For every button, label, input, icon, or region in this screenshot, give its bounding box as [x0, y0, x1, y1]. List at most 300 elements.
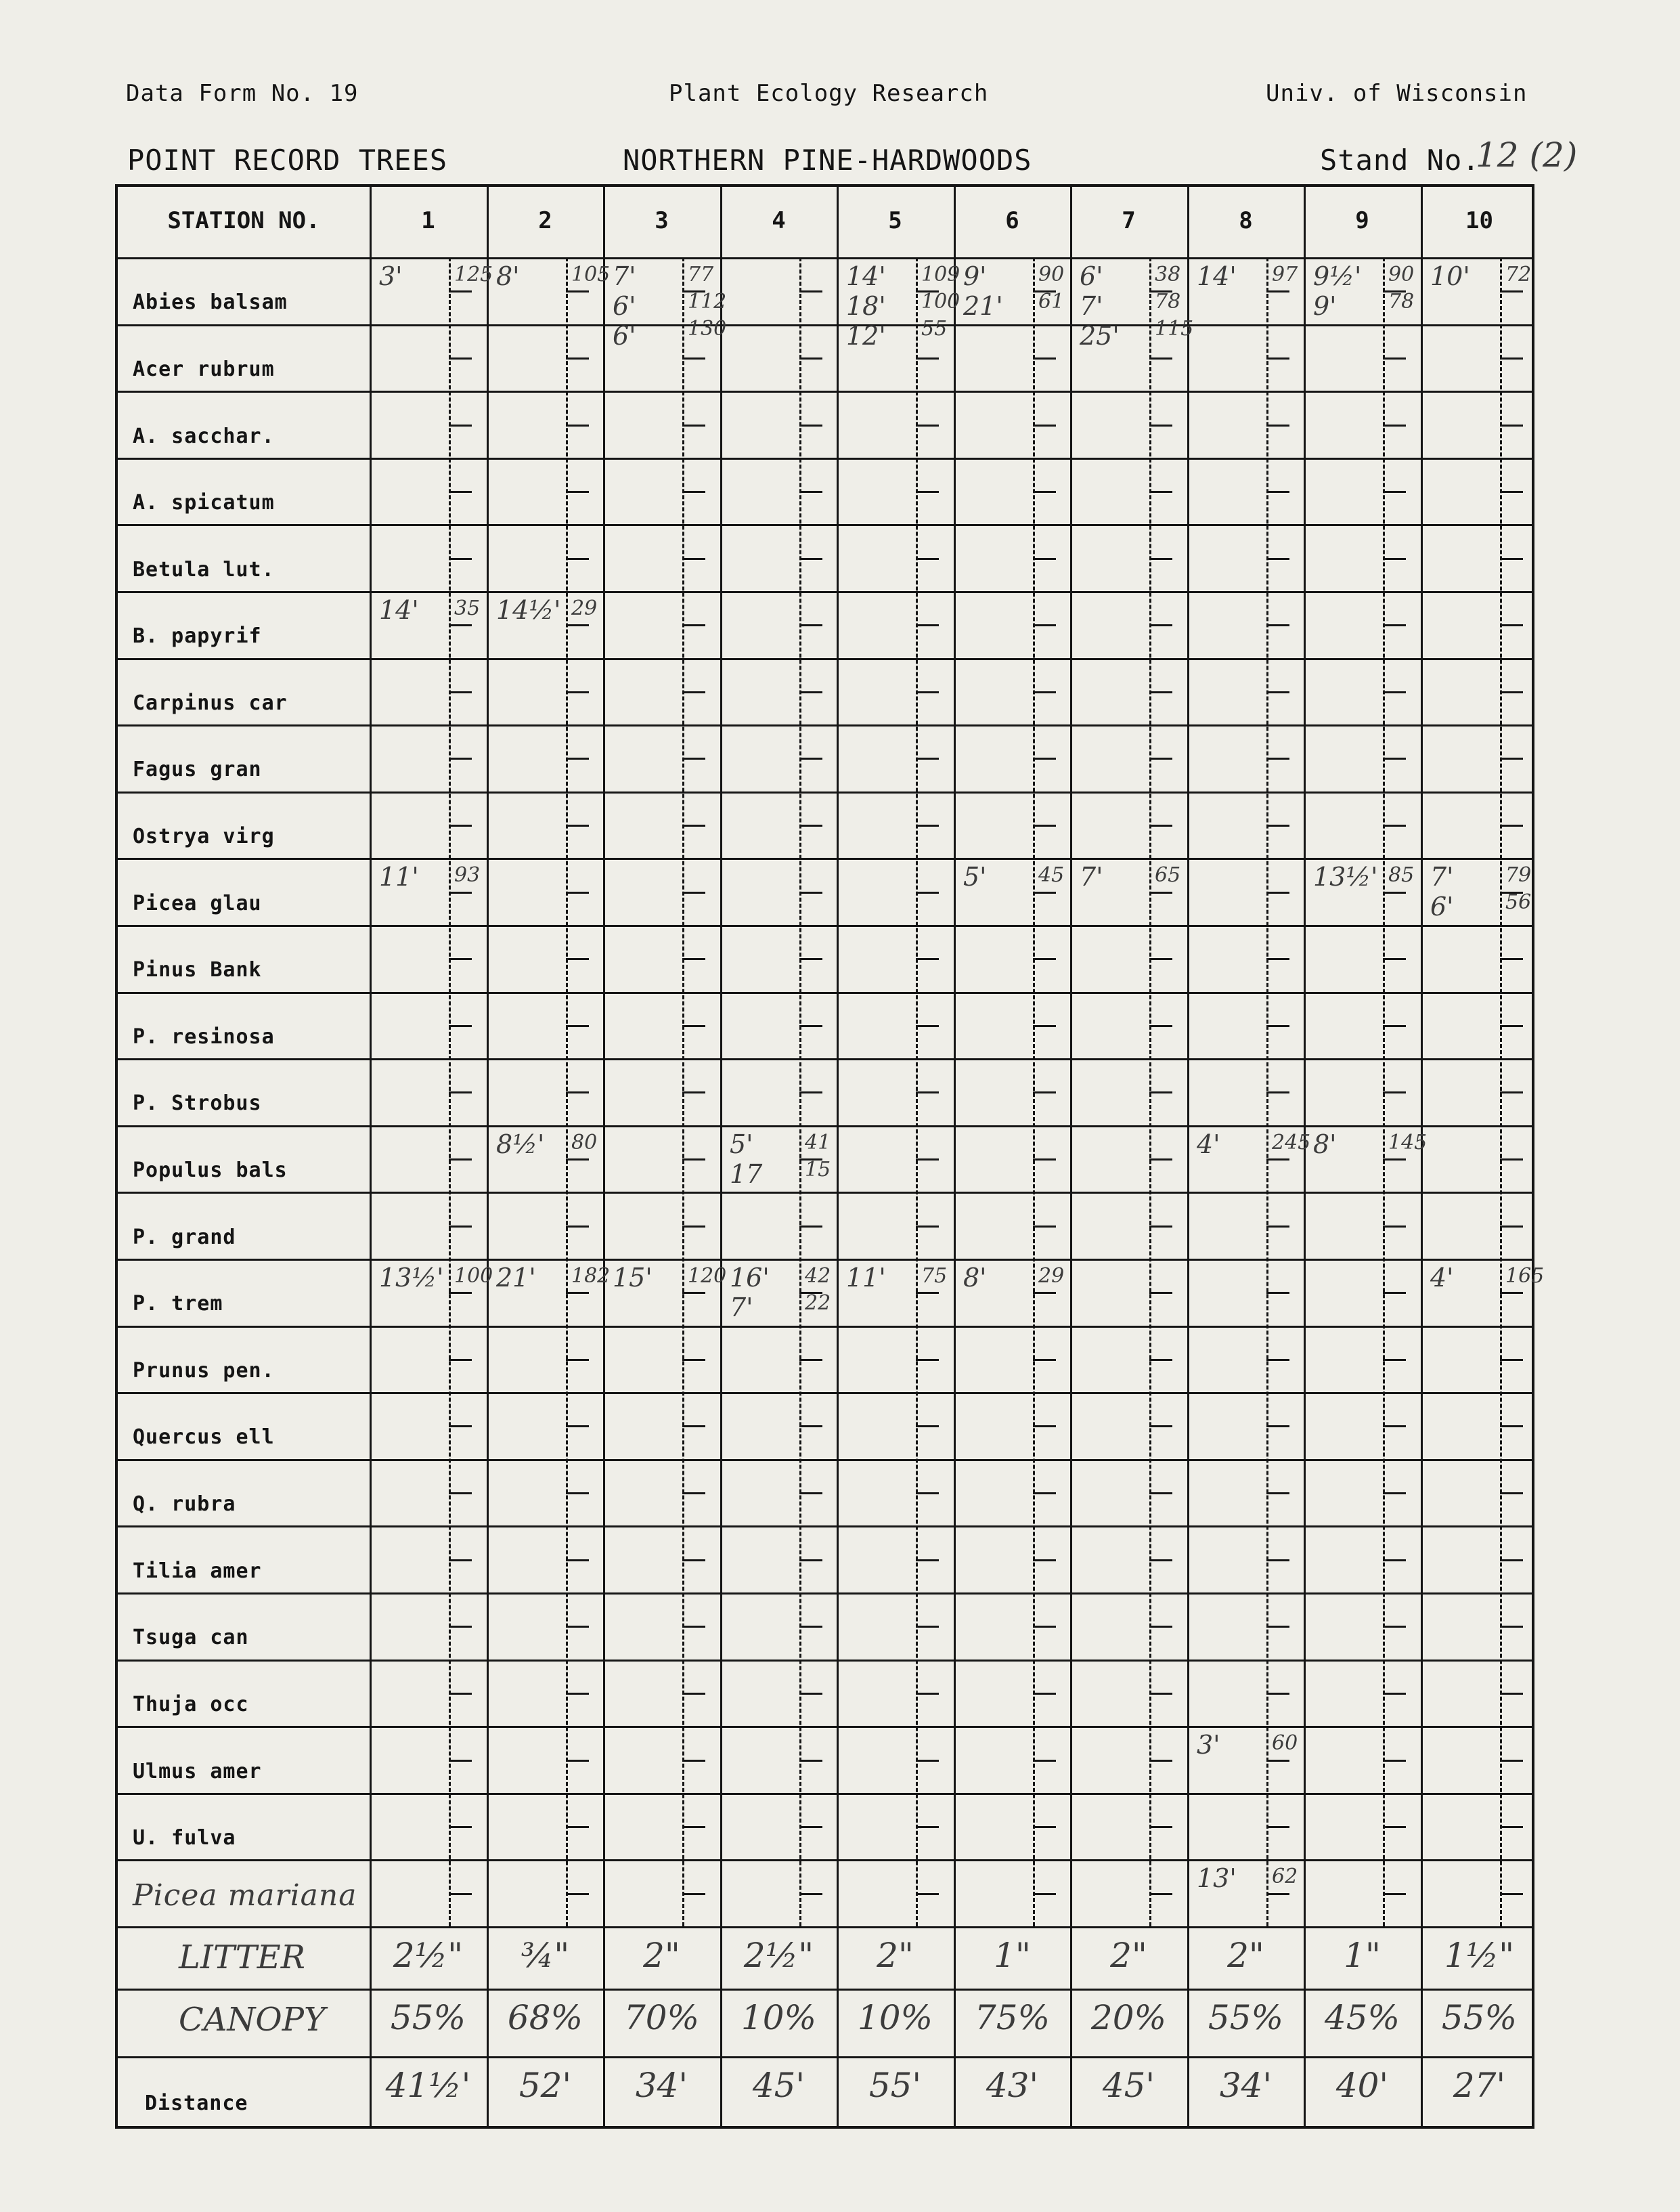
- row-tick-mark: [566, 1492, 589, 1494]
- row-tick-mark: [566, 357, 589, 360]
- row-tick-mark: [1149, 558, 1172, 560]
- row-tick-mark: [1149, 357, 1172, 360]
- row-tick-mark: [1500, 1359, 1523, 1361]
- row-tick-mark: [1033, 1760, 1056, 1762]
- row-tick-mark: [1149, 425, 1172, 427]
- row-tick-mark: [1500, 1626, 1523, 1628]
- row-tick-mark: [1500, 758, 1523, 760]
- column-divider: [837, 187, 839, 2126]
- entry-dbh: 38 78 115: [1155, 263, 1194, 341]
- entry-distance: 11': [379, 862, 419, 892]
- distance-value: 34': [1219, 2066, 1273, 2105]
- entry-dbh: 77 112 130: [688, 263, 727, 341]
- form-title: Plant Ecology Research: [669, 80, 989, 107]
- row-tick-mark: [799, 558, 822, 560]
- species-label: P. grand: [133, 1226, 236, 1249]
- column-divider: [1070, 187, 1072, 2126]
- row-tick-mark: [1266, 624, 1289, 626]
- row-divider: [118, 1989, 1532, 1991]
- row-tick-mark: [1149, 1226, 1172, 1228]
- row-tick-mark: [1500, 1826, 1523, 1828]
- column-divider: [954, 187, 956, 2126]
- row-tick-mark: [1266, 1025, 1289, 1027]
- row-tick-mark: [916, 1492, 939, 1494]
- row-tick-mark: [1033, 425, 1056, 427]
- row-tick-mark: [449, 1826, 472, 1828]
- row-tick-mark: [449, 1025, 472, 1027]
- entry-distance: 4': [1197, 1129, 1220, 1159]
- row-tick-mark: [916, 1226, 939, 1228]
- row-tick-mark: [566, 1626, 589, 1628]
- row-tick-mark: [682, 691, 705, 693]
- row-tick-mark: [566, 825, 589, 827]
- row-tick-mark: [449, 691, 472, 693]
- row-tick-mark: [1266, 1760, 1289, 1762]
- entry-distance: 7': [1080, 862, 1103, 892]
- litter-value: 1": [1344, 1936, 1381, 1975]
- row-tick-mark: [1033, 1226, 1056, 1228]
- species-label: Prunus pen.: [133, 1359, 275, 1383]
- row-tick-mark: [566, 558, 589, 560]
- litter-value: 2": [1110, 1936, 1147, 1975]
- row-tick-mark: [1266, 1359, 1289, 1361]
- row-tick-mark: [1383, 958, 1406, 960]
- row-divider: [118, 1459, 1532, 1461]
- row-tick-mark: [1383, 1760, 1406, 1762]
- entry-distance: 8': [496, 261, 520, 291]
- station-number: 8: [1239, 207, 1253, 234]
- row-tick-mark: [1033, 1158, 1056, 1161]
- entry-dbh: 75: [921, 1264, 948, 1288]
- row-tick-mark: [682, 892, 705, 894]
- row-tick-mark: [1500, 624, 1523, 626]
- row-tick-mark: [1500, 1559, 1523, 1561]
- entry-dbh: 35: [454, 597, 481, 620]
- station-number: 9: [1355, 207, 1369, 234]
- entry-dbh: 41 15: [805, 1131, 831, 1181]
- column-divider: [603, 187, 605, 2126]
- station-number: 10: [1465, 207, 1493, 234]
- row-tick-mark: [1266, 491, 1289, 493]
- row-tick-mark: [682, 425, 705, 427]
- entry-distance: 5': [963, 862, 987, 892]
- entry-dbh: 72: [1505, 263, 1532, 286]
- row-tick-mark: [916, 624, 939, 626]
- row-tick-mark: [1149, 1292, 1172, 1294]
- row-tick-mark: [1383, 558, 1406, 560]
- row-tick-mark: [1383, 491, 1406, 493]
- row-tick-mark: [1033, 825, 1056, 827]
- row-tick-mark: [916, 357, 939, 360]
- entry-distance: 14' 18' 12': [846, 261, 886, 351]
- row-tick-mark: [1033, 1826, 1056, 1828]
- species-label: A. sacchar.: [133, 425, 275, 448]
- row-tick-mark: [1266, 958, 1289, 960]
- row-tick-mark: [566, 1893, 589, 1895]
- litter-value: 2": [643, 1936, 680, 1975]
- species-label: B. papyrif: [133, 624, 262, 648]
- row-tick-mark: [682, 1559, 705, 1561]
- entry-distance: 9½' 9': [1313, 261, 1362, 321]
- row-tick-mark: [1149, 1693, 1172, 1695]
- distance-value: 55': [868, 2066, 922, 2105]
- species-label: Populus bals: [133, 1158, 288, 1182]
- row-tick-mark: [566, 1760, 589, 1762]
- row-tick-mark: [916, 825, 939, 827]
- forest-type: NORTHERN PINE-HARDWOODS: [623, 144, 1032, 177]
- row-divider: [118, 858, 1532, 860]
- entry-distance: 7' 6' 6': [613, 261, 636, 351]
- row-tick-mark: [1149, 958, 1172, 960]
- row-tick-mark: [916, 1158, 939, 1161]
- row-tick-mark: [1266, 1626, 1289, 1628]
- row-tick-mark: [449, 290, 472, 292]
- row-divider: [118, 1525, 1532, 1527]
- row-tick-mark: [1500, 825, 1523, 827]
- row-tick-mark: [916, 1826, 939, 1828]
- entry-dbh: 62: [1272, 1865, 1298, 1888]
- station-number: 5: [888, 207, 902, 234]
- distance-value: 45': [1102, 2066, 1155, 2105]
- row-tick-mark: [1149, 491, 1172, 493]
- row-divider: [118, 1793, 1532, 1795]
- row-tick-mark: [916, 958, 939, 960]
- row-tick-mark: [916, 491, 939, 493]
- row-tick-mark: [449, 1091, 472, 1093]
- row-tick-mark: [916, 1893, 939, 1895]
- row-tick-mark: [1500, 1425, 1523, 1427]
- row-tick-mark: [1033, 691, 1056, 693]
- entry-distance: 21': [496, 1263, 536, 1293]
- row-tick-mark: [1383, 1626, 1406, 1628]
- row-tick-mark: [566, 1826, 589, 1828]
- row-tick-mark: [1383, 1292, 1406, 1294]
- form-number: Data Form No. 19: [126, 80, 359, 107]
- row-divider: [118, 391, 1532, 393]
- row-tick-mark: [916, 1025, 939, 1027]
- row-divider: [118, 257, 1532, 259]
- row-tick-mark: [799, 892, 822, 894]
- canopy-value: 20%: [1090, 1998, 1167, 2037]
- row-divider: [118, 1726, 1532, 1728]
- row-tick-mark: [566, 691, 589, 693]
- row-tick-mark: [566, 892, 589, 894]
- species-label: A. spicatum: [133, 491, 275, 515]
- row-tick-mark: [449, 1158, 472, 1161]
- litter-value: 2½": [743, 1936, 814, 1975]
- row-tick-mark: [566, 1292, 589, 1294]
- entry-dbh: 90 78: [1388, 263, 1415, 313]
- row-tick-mark: [1266, 1492, 1289, 1494]
- row-tick-mark: [682, 1760, 705, 1762]
- row-tick-mark: [566, 624, 589, 626]
- row-tick-mark: [1149, 1091, 1172, 1093]
- row-tick-mark: [1033, 357, 1056, 360]
- distance-label: Distance: [145, 2091, 248, 2115]
- row-tick-mark: [799, 958, 822, 960]
- row-tick-mark: [449, 1559, 472, 1561]
- row-tick-mark: [1383, 1091, 1406, 1093]
- row-tick-mark: [682, 491, 705, 493]
- species-label: Abies balsam: [133, 290, 288, 314]
- entry-dbh: 90 61: [1038, 263, 1065, 313]
- stand-label: Stand No.: [1320, 144, 1480, 177]
- row-tick-mark: [1033, 1492, 1056, 1494]
- row-tick-mark: [1383, 1025, 1406, 1027]
- station-number: 7: [1122, 207, 1136, 234]
- row-divider: [118, 324, 1532, 326]
- row-tick-mark: [1033, 624, 1056, 626]
- row-tick-mark: [1500, 1760, 1523, 1762]
- litter-value: 2½": [393, 1936, 464, 1975]
- row-tick-mark: [799, 1359, 822, 1361]
- entry-dbh: 42 22: [805, 1264, 831, 1315]
- litter-value: 1": [994, 1936, 1031, 1975]
- species-label: P. resinosa: [133, 1025, 275, 1049]
- row-tick-mark: [1383, 1425, 1406, 1427]
- species-label: Betula lut.: [133, 558, 275, 582]
- row-tick-mark: [566, 1559, 589, 1561]
- entry-distance: 9' 21': [963, 261, 1003, 321]
- row-tick-mark: [1383, 624, 1406, 626]
- distance-value: 41½': [385, 2066, 471, 2105]
- row-tick-mark: [566, 1025, 589, 1027]
- entry-distance: 13½': [1313, 862, 1378, 892]
- row-tick-mark: [1500, 425, 1523, 427]
- row-tick-mark: [566, 758, 589, 760]
- distance-value: 43': [986, 2066, 1039, 2105]
- row-tick-mark: [449, 1425, 472, 1427]
- row-tick-mark: [1149, 1893, 1172, 1895]
- row-tick-mark: [1149, 1760, 1172, 1762]
- distance-value: 34': [635, 2066, 688, 2105]
- row-tick-mark: [1149, 892, 1172, 894]
- row-divider: [118, 992, 1532, 994]
- entry-distance: 14': [1197, 261, 1237, 291]
- entry-distance: 4': [1430, 1263, 1454, 1293]
- entry-dbh: 29: [1038, 1264, 1065, 1288]
- row-divider: [118, 1926, 1532, 1928]
- row-tick-mark: [1149, 1425, 1172, 1427]
- entry-dbh: 65: [1155, 863, 1181, 887]
- row-tick-mark: [799, 1760, 822, 1762]
- row-tick-mark: [1383, 758, 1406, 760]
- row-tick-mark: [449, 491, 472, 493]
- column-divider: [1187, 187, 1189, 2126]
- row-tick-mark: [682, 1292, 705, 1294]
- row-tick-mark: [916, 1091, 939, 1093]
- stand-number: 12 (2): [1476, 135, 1578, 175]
- entry-distance: 13½': [379, 1263, 444, 1293]
- row-tick-mark: [1500, 1025, 1523, 1027]
- row-tick-mark: [449, 558, 472, 560]
- entry-distance: 10': [1430, 261, 1470, 291]
- column-divider: [1421, 187, 1423, 2126]
- row-tick-mark: [682, 1226, 705, 1228]
- row-tick-mark: [1266, 892, 1289, 894]
- row-tick-mark: [1149, 1492, 1172, 1494]
- row-tick-mark: [682, 624, 705, 626]
- row-tick-mark: [1266, 1158, 1289, 1161]
- species-label: Thuja occ: [133, 1693, 249, 1716]
- litter-value: 1½": [1444, 1936, 1515, 1975]
- row-tick-mark: [916, 558, 939, 560]
- row-tick-mark: [916, 1626, 939, 1628]
- row-tick-mark: [566, 1693, 589, 1695]
- entry-dbh: 100: [454, 1264, 493, 1288]
- entry-dbh: 182: [571, 1264, 611, 1288]
- row-tick-mark: [1500, 558, 1523, 560]
- species-label: P. trem: [133, 1292, 223, 1316]
- row-tick-mark: [1033, 1626, 1056, 1628]
- row-tick-mark: [1149, 758, 1172, 760]
- row-tick-mark: [799, 1559, 822, 1561]
- row-tick-mark: [566, 958, 589, 960]
- row-tick-mark: [1149, 691, 1172, 693]
- station-number: 2: [538, 207, 552, 234]
- row-tick-mark: [1383, 1158, 1406, 1161]
- species-label: Q. rubra: [133, 1492, 236, 1516]
- row-tick-mark: [449, 425, 472, 427]
- row-tick-mark: [1149, 1158, 1172, 1161]
- row-tick-mark: [449, 825, 472, 827]
- row-tick-mark: [682, 825, 705, 827]
- row-tick-mark: [1266, 1292, 1289, 1294]
- row-tick-mark: [799, 357, 822, 360]
- species-label: Acer rubrum: [133, 357, 275, 381]
- row-tick-mark: [1033, 958, 1056, 960]
- entry-distance: 3': [379, 261, 403, 291]
- species-label: Carpinus car: [133, 691, 288, 715]
- row-divider: [118, 458, 1532, 460]
- row-tick-mark: [1500, 290, 1523, 292]
- row-divider: [118, 1660, 1532, 1662]
- row-tick-mark: [1033, 892, 1056, 894]
- distance-value: 40': [1335, 2066, 1389, 2105]
- row-tick-mark: [799, 691, 822, 693]
- row-tick-mark: [1266, 290, 1289, 292]
- species-label: Fagus gran: [133, 758, 262, 781]
- row-tick-mark: [449, 1626, 472, 1628]
- station-number: 1: [421, 207, 435, 234]
- row-tick-mark: [1033, 1693, 1056, 1695]
- species-label: Ulmus amer: [133, 1760, 262, 1783]
- row-tick-mark: [1033, 1025, 1056, 1027]
- row-tick-mark: [1033, 1292, 1056, 1294]
- row-tick-mark: [566, 1226, 589, 1228]
- row-tick-mark: [1266, 758, 1289, 760]
- row-tick-mark: [1149, 1359, 1172, 1361]
- entry-dbh: 79 56: [1505, 863, 1532, 914]
- row-tick-mark: [566, 1359, 589, 1361]
- station-number-label: STATION NO.: [167, 207, 320, 234]
- entry-dbh: 245: [1272, 1131, 1311, 1154]
- row-tick-mark: [799, 758, 822, 760]
- row-tick-mark: [1149, 1559, 1172, 1561]
- entry-distance: 8': [1313, 1129, 1337, 1159]
- row-tick-mark: [566, 1425, 589, 1427]
- litter-value: 2": [1227, 1936, 1264, 1975]
- row-tick-mark: [566, 425, 589, 427]
- row-tick-mark: [1149, 1826, 1172, 1828]
- row-divider: [118, 2056, 1532, 2058]
- row-divider: [118, 1326, 1532, 1328]
- row-tick-mark: [1383, 1826, 1406, 1828]
- canopy-value: 68%: [507, 1998, 583, 2037]
- row-divider: [118, 524, 1532, 526]
- canopy-value: 55%: [1208, 1998, 1284, 2037]
- row-tick-mark: [799, 425, 822, 427]
- row-tick-mark: [1033, 1359, 1056, 1361]
- row-tick-mark: [682, 1359, 705, 1361]
- row-tick-mark: [799, 1425, 822, 1427]
- row-tick-mark: [1266, 357, 1289, 360]
- row-tick-mark: [799, 1893, 822, 1895]
- row-tick-mark: [916, 1292, 939, 1294]
- row-divider: [118, 1125, 1532, 1127]
- row-divider: [118, 724, 1532, 727]
- species-label-handwritten: Picea mariana: [133, 1878, 357, 1913]
- row-tick-mark: [449, 1292, 472, 1294]
- row-divider: [118, 591, 1532, 593]
- row-tick-mark: [1266, 1226, 1289, 1228]
- row-tick-mark: [1266, 1693, 1289, 1695]
- column-divider: [370, 187, 372, 2126]
- row-tick-mark: [1033, 1893, 1056, 1895]
- row-divider: [118, 1859, 1532, 1861]
- species-label: Tsuga can: [133, 1626, 249, 1649]
- entry-distance: 16' 7': [730, 1263, 770, 1322]
- entry-distance: 11': [846, 1263, 886, 1293]
- row-tick-mark: [916, 1760, 939, 1762]
- row-tick-mark: [1383, 892, 1406, 894]
- row-tick-mark: [682, 1091, 705, 1093]
- row-tick-mark: [916, 758, 939, 760]
- row-tick-mark: [916, 425, 939, 427]
- row-tick-mark: [1383, 357, 1406, 360]
- row-divider: [118, 1058, 1532, 1060]
- column-divider: [1304, 187, 1306, 2126]
- species-label: Quercus ell: [133, 1425, 275, 1449]
- entry-distance: 8½': [496, 1129, 545, 1159]
- row-tick-mark: [1383, 825, 1406, 827]
- row-tick-mark: [799, 1626, 822, 1628]
- row-tick-mark: [682, 958, 705, 960]
- row-tick-mark: [1500, 1893, 1523, 1895]
- row-tick-mark: [449, 357, 472, 360]
- row-tick-mark: [682, 357, 705, 360]
- row-tick-mark: [1500, 1158, 1523, 1161]
- row-divider: [118, 658, 1532, 660]
- entry-distance: 3': [1197, 1730, 1220, 1760]
- row-tick-mark: [1500, 691, 1523, 693]
- canopy-value: 75%: [974, 1998, 1051, 2037]
- species-label: P. Strobus: [133, 1091, 262, 1115]
- row-tick-mark: [1033, 491, 1056, 493]
- entry-dbh: 85: [1388, 863, 1415, 887]
- canopy-value: 55%: [1441, 1998, 1518, 2037]
- distance-value: 45': [752, 2066, 805, 2105]
- row-tick-mark: [449, 958, 472, 960]
- litter-value: ¾": [521, 1936, 570, 1975]
- row-divider: [118, 1392, 1532, 1394]
- entry-dbh: 45: [1038, 863, 1065, 887]
- row-tick-mark: [799, 624, 822, 626]
- row-tick-mark: [449, 1760, 472, 1762]
- row-divider: [118, 1192, 1532, 1194]
- row-tick-mark: [449, 1693, 472, 1695]
- row-tick-mark: [1266, 558, 1289, 560]
